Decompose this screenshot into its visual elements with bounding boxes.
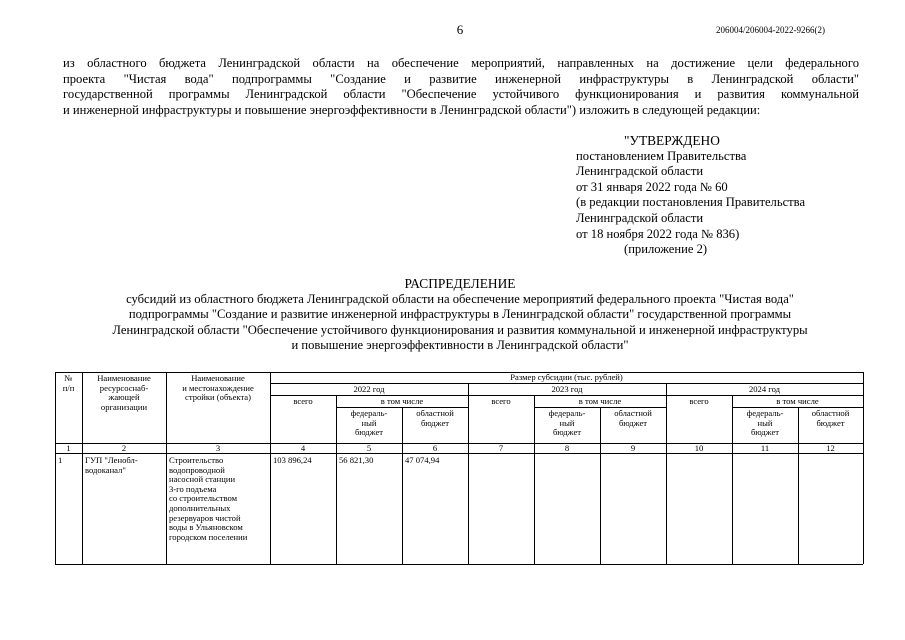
approval-block: [576, 133, 805, 258]
header-federal-2024: федераль- ный бюджет: [746, 409, 784, 438]
header-year-2022: 2022 год: [353, 385, 385, 394]
header-organization: Наименование ресурсоснаб- жающей организации: [97, 374, 151, 412]
intro-paragraph: [63, 56, 859, 118]
row-value-regional-2022: 47 074,94: [405, 456, 440, 465]
column-number: 6: [432, 444, 438, 453]
title-heading: РАСПРЕДЕЛЕНИЕ: [404, 276, 516, 291]
column-number: 3: [215, 444, 221, 453]
intro-line: проекта "Чистая вода" подпрограммы "Создание и развитие инженерной инфраструктуры в Ленинградской области": [63, 71, 859, 86]
column-number: 8: [564, 444, 570, 453]
title-line: субсидий из областного бюджета Ленинградской области на обеспечение мероприятий федерального проекта "Чистая вода": [126, 291, 794, 306]
header-total-2022: всего: [293, 397, 313, 406]
header-regional-2024: областной бюджет: [811, 409, 850, 428]
row-value-total-2022: 103 896,24: [273, 456, 312, 465]
column-number: 9: [630, 444, 636, 453]
column-number: 7: [498, 444, 504, 453]
title-block: [40, 276, 880, 354]
approval-line: (приложение 2): [624, 242, 708, 257]
title-line: и повышение энергоэффективности в Ленинградской области": [291, 338, 629, 353]
column-number: 10: [694, 444, 704, 453]
header-including-2024: в том числе: [776, 397, 819, 406]
approval-line: (в редакции постановления Правительства: [576, 195, 806, 210]
row-value-federal-2022: 56 821,30: [339, 456, 374, 465]
page-number: 6: [456, 22, 464, 37]
row-object: Строительство водопроводной насосной станции 3-го подъема со строительством дополнительных резервуаров чистой воды в Ульяновском городском поселении: [169, 456, 248, 542]
intro-line: государственной программы Ленинградской области "Обеспечение устойчивого функционирования и развития коммунальной: [63, 87, 859, 102]
header-federal-2022: федераль- ный бюджет: [350, 409, 388, 438]
title-line: Ленинградской области "Обеспечение устойчивого функционирования и развития коммунальной и инженерной инфраструктуры: [112, 322, 808, 337]
header-federal-2023: федераль- ный бюджет: [548, 409, 586, 438]
header-regional-2023: областной бюджет: [614, 409, 652, 428]
column-number: 5: [366, 444, 372, 453]
document-id: 206004/206004-2022-9266(2): [716, 25, 825, 35]
approval-line: от 31 января 2022 года № 60: [576, 179, 728, 194]
header-including-2023: в том числе: [578, 397, 622, 406]
approval-line: от 18 ноября 2022 года № 836): [576, 226, 740, 241]
intro-line: и инженерной инфраструктуры и повышение энергоэффективности в Ленинградской области") изложить в следующей редакции:: [63, 102, 761, 117]
header-total-2023: всего: [491, 397, 511, 406]
subsidy-table: [55, 372, 863, 564]
header-num: № п/п: [62, 374, 75, 393]
header-subsidy-size: Размер субсидии (тыс. рублей): [510, 373, 623, 382]
title-line: подпрограммы "Создание и развитие инженерной инфраструктуры в Ленинградской области" государственной программы: [128, 307, 792, 322]
column-number: 4: [300, 444, 306, 453]
approval-line: постановлением Правительства: [576, 148, 747, 163]
column-number: 12: [826, 444, 835, 453]
column-number: 2: [121, 444, 127, 453]
header-including-2022: в том числе: [380, 397, 424, 406]
header-year-2024: 2024 год: [748, 385, 781, 394]
header-year-2023: 2023 год: [551, 385, 583, 394]
column-number: 11: [760, 444, 770, 453]
approval-line: Ленинградской области: [576, 164, 704, 179]
approval-heading: "УТВЕРЖДЕНО: [624, 133, 720, 148]
header-regional-2022: областной бюджет: [416, 409, 454, 428]
row-num: 1: [58, 456, 63, 465]
row-organization: ГУП "Ленобл- водоканал": [85, 456, 138, 475]
column-number: 1: [66, 444, 71, 453]
approval-line: Ленинградской области: [576, 210, 704, 225]
header-object: Наименование и местонахождение стройки (объекта): [182, 374, 254, 403]
header-total-2024: всего: [689, 397, 709, 406]
intro-line: из областного бюджета Ленинградской области на обеспечение мероприятий, направленных на достижение цели федерального: [63, 56, 859, 70]
